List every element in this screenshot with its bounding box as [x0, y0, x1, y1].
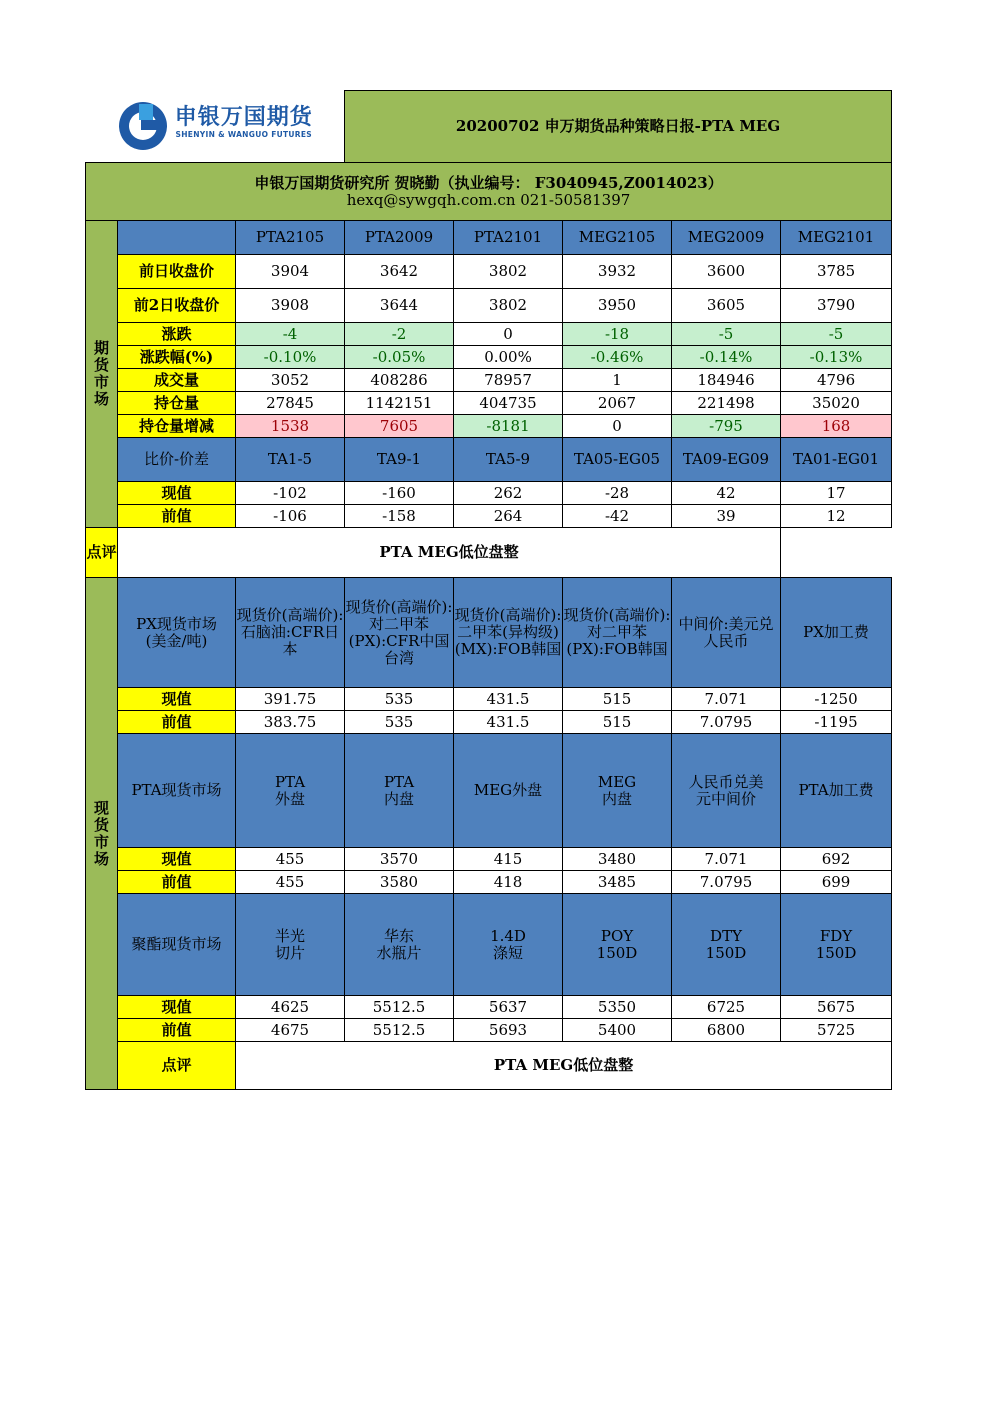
value-cell: -0.10% [236, 346, 345, 369]
value-cell: 515 [563, 688, 672, 711]
value-cell: -2 [345, 323, 454, 346]
logo-name: 申银万国期货 [174, 105, 313, 131]
table-row [86, 255, 892, 289]
value-cell: 5350 [563, 996, 672, 1019]
value-cell: PX加工费 [781, 578, 892, 688]
value-cell: 535 [345, 688, 454, 711]
table-row [86, 528, 892, 578]
value-cell: -1195 [781, 711, 892, 734]
value-cell: 408286 [345, 369, 454, 392]
value-cell: 3485 [563, 871, 672, 894]
polyester-market-label: 聚酯现货市场 [118, 894, 236, 996]
current-label: 现值 [118, 482, 236, 505]
value-cell: 1538 [236, 415, 345, 438]
value-cell: 中间价:美元兑人民币 [672, 578, 781, 688]
logo-area [86, 91, 345, 163]
value-cell: -18 [563, 323, 672, 346]
table-row [86, 578, 892, 688]
value-cell: 7.071 [672, 848, 781, 871]
comment-label: 点评 [86, 528, 118, 578]
value-cell: -1250 [781, 688, 892, 711]
value-cell: 1142151 [345, 392, 454, 415]
prev-label: 前值 [118, 1019, 236, 1042]
futures-row-label: 前日收盘价 [118, 255, 236, 289]
value-cell: 455 [236, 871, 345, 894]
table-row [86, 1019, 892, 1042]
value-cell: 3802 [454, 255, 563, 289]
futures-row-label: 涨跌幅(%) [118, 346, 236, 369]
futures-row-label: 持仓量增减 [118, 415, 236, 438]
value-cell: 4796 [781, 369, 892, 392]
table-row [86, 711, 892, 734]
author-info [86, 163, 892, 221]
table-row [86, 369, 892, 392]
table-row [86, 894, 892, 996]
table-row [86, 221, 892, 255]
px-market-label: PX现货市场 (美金/吨) [118, 578, 236, 688]
futures-side-label: 期 货 市 场 [86, 221, 118, 528]
value-cell: 42 [672, 482, 781, 505]
value-cell: 383.75 [236, 711, 345, 734]
comment-label: 点评 [118, 1042, 236, 1090]
value-cell: 0.00% [454, 346, 563, 369]
value-cell: 12 [781, 505, 892, 528]
value-cell: TA09-EG09 [672, 438, 781, 482]
value-cell: 3904 [236, 255, 345, 289]
comment-text: PTA MEG低位盘整 [118, 528, 781, 578]
value-cell: TA01-EG01 [781, 438, 892, 482]
value-cell: -28 [563, 482, 672, 505]
value-cell: 221498 [672, 392, 781, 415]
logo-subtitle: SHENYIN & WANGUO FUTURES [175, 130, 313, 140]
value-cell: 5675 [781, 996, 892, 1019]
value-cell: TA9-1 [345, 438, 454, 482]
table-row [86, 688, 892, 711]
company-logo-icon [117, 100, 169, 152]
value-cell: PTA2101 [454, 221, 563, 255]
value-cell: 4675 [236, 1019, 345, 1042]
value-cell: POY 150D [563, 894, 672, 996]
table-row [86, 392, 892, 415]
report-table [85, 90, 892, 1090]
value-cell: 人民币兑美 元中间价 [672, 734, 781, 848]
value-cell: -102 [236, 482, 345, 505]
value-cell: 3480 [563, 848, 672, 871]
value-cell: MEG 内盘 [563, 734, 672, 848]
report-sheet [85, 90, 891, 1090]
corner-cell [118, 221, 236, 255]
prev-label: 前值 [118, 711, 236, 734]
value-cell: 3580 [345, 871, 454, 894]
value-cell: 515 [563, 711, 672, 734]
report-title: 20200702 申万期货品种策略日报-PTA MEG [345, 91, 892, 163]
value-cell: -795 [672, 415, 781, 438]
value-cell: -0.14% [672, 346, 781, 369]
value-cell: 3052 [236, 369, 345, 392]
futures-row-label: 持仓量 [118, 392, 236, 415]
table-row [86, 734, 892, 848]
value-cell: 17 [781, 482, 892, 505]
value-cell: 262 [454, 482, 563, 505]
value-cell: 692 [781, 848, 892, 871]
table-row [86, 323, 892, 346]
table-row [86, 346, 892, 369]
value-cell: 5693 [454, 1019, 563, 1042]
value-cell: MEG2105 [563, 221, 672, 255]
futures-row-label: 成交量 [118, 369, 236, 392]
value-cell: 6725 [672, 996, 781, 1019]
value-cell: PTA加工费 [781, 734, 892, 848]
value-cell: 7.071 [672, 688, 781, 711]
value-cell: 3908 [236, 289, 345, 323]
table-row [86, 438, 892, 482]
value-cell: -5 [781, 323, 892, 346]
value-cell: 168 [781, 415, 892, 438]
value-cell: 6800 [672, 1019, 781, 1042]
value-cell: 39 [672, 505, 781, 528]
value-cell: 264 [454, 505, 563, 528]
value-cell: 3570 [345, 848, 454, 871]
table-row [86, 289, 892, 323]
value-cell: 1.4D 涤短 [454, 894, 563, 996]
table-row [86, 1042, 892, 1090]
value-cell: 184946 [672, 369, 781, 392]
current-label: 现值 [118, 996, 236, 1019]
value-cell: 3785 [781, 255, 892, 289]
pta-market-label: PTA现货市场 [118, 734, 236, 848]
value-cell: -158 [345, 505, 454, 528]
prev-label: 前值 [118, 505, 236, 528]
value-cell: 5512.5 [345, 1019, 454, 1042]
current-label: 现值 [118, 688, 236, 711]
value-cell: 5512.5 [345, 996, 454, 1019]
value-cell: 3642 [345, 255, 454, 289]
value-cell: 431.5 [454, 688, 563, 711]
value-cell: 现货价(高端价):二甲苯(异构级)(MX):FOB韩国 [454, 578, 563, 688]
table-row [86, 505, 892, 528]
value-cell: TA1-5 [236, 438, 345, 482]
institute-line: 申银万国期货研究所 贺晓勤（执业编号： F3040945,Z0014023） [254, 173, 723, 192]
prev-label: 前值 [118, 871, 236, 894]
value-cell: 35020 [781, 392, 892, 415]
value-cell: -106 [236, 505, 345, 528]
table-row [86, 848, 892, 871]
table-row [86, 996, 892, 1019]
value-cell: -42 [563, 505, 672, 528]
comment-text: PTA MEG低位盘整 [236, 1042, 892, 1090]
value-cell: 418 [454, 871, 563, 894]
value-cell: PTA2009 [345, 221, 454, 255]
futures-row-label: 前2日收盘价 [118, 289, 236, 323]
value-cell: 3790 [781, 289, 892, 323]
value-cell: 3802 [454, 289, 563, 323]
value-cell: TA05-EG05 [563, 438, 672, 482]
value-cell: 391.75 [236, 688, 345, 711]
value-cell: -0.05% [345, 346, 454, 369]
value-cell: 3950 [563, 289, 672, 323]
value-cell: 7.0795 [672, 871, 781, 894]
value-cell: DTY 150D [672, 894, 781, 996]
value-cell: 3605 [672, 289, 781, 323]
value-cell: 2067 [563, 392, 672, 415]
table-row [86, 482, 892, 505]
value-cell: 1 [563, 369, 672, 392]
value-cell: 3644 [345, 289, 454, 323]
value-cell: 7605 [345, 415, 454, 438]
value-cell: 78957 [454, 369, 563, 392]
value-cell: 现货价(高端价):对二甲苯(PX):FOB韩国 [563, 578, 672, 688]
spot-side-label: 现 货 市 场 [86, 578, 118, 1090]
value-cell: 3932 [563, 255, 672, 289]
value-cell: 0 [563, 415, 672, 438]
futures-row-label: 涨跌 [118, 323, 236, 346]
value-cell: -0.13% [781, 346, 892, 369]
value-cell: MEG2101 [781, 221, 892, 255]
value-cell: -0.46% [563, 346, 672, 369]
value-cell: 0 [454, 323, 563, 346]
value-cell: PTA 外盘 [236, 734, 345, 848]
value-cell: 华东 水瓶片 [345, 894, 454, 996]
value-cell: 4625 [236, 996, 345, 1019]
value-cell: 现货价(高端价):对二甲苯(PX):CFR中国台湾 [345, 578, 454, 688]
value-cell: MEG外盘 [454, 734, 563, 848]
contact-line: hexq@sywgqh.com.cn 021-50581397 [346, 190, 631, 209]
value-cell: 535 [345, 711, 454, 734]
value-cell: PTA 内盘 [345, 734, 454, 848]
value-cell: -8181 [454, 415, 563, 438]
value-cell: 半光 切片 [236, 894, 345, 996]
value-cell: 431.5 [454, 711, 563, 734]
value-cell: TA5-9 [454, 438, 563, 482]
current-label: 现值 [118, 848, 236, 871]
spread-label: 比价-价差 [118, 438, 236, 482]
value-cell: MEG2009 [672, 221, 781, 255]
value-cell: FDY 150D [781, 894, 892, 996]
value-cell: 27845 [236, 392, 345, 415]
value-cell: 415 [454, 848, 563, 871]
value-cell: 7.0795 [672, 711, 781, 734]
value-cell: 5637 [454, 996, 563, 1019]
value-cell: 现货价(高端价):石脑油:CFR日本 [236, 578, 345, 688]
value-cell: 5400 [563, 1019, 672, 1042]
value-cell: 404735 [454, 392, 563, 415]
value-cell: 5725 [781, 1019, 892, 1042]
value-cell: -4 [236, 323, 345, 346]
value-cell: 3600 [672, 255, 781, 289]
table-row [86, 871, 892, 894]
value-cell: PTA2105 [236, 221, 345, 255]
value-cell: -5 [672, 323, 781, 346]
value-cell: -160 [345, 482, 454, 505]
value-cell: 699 [781, 871, 892, 894]
value-cell: 455 [236, 848, 345, 871]
table-row [86, 415, 892, 438]
